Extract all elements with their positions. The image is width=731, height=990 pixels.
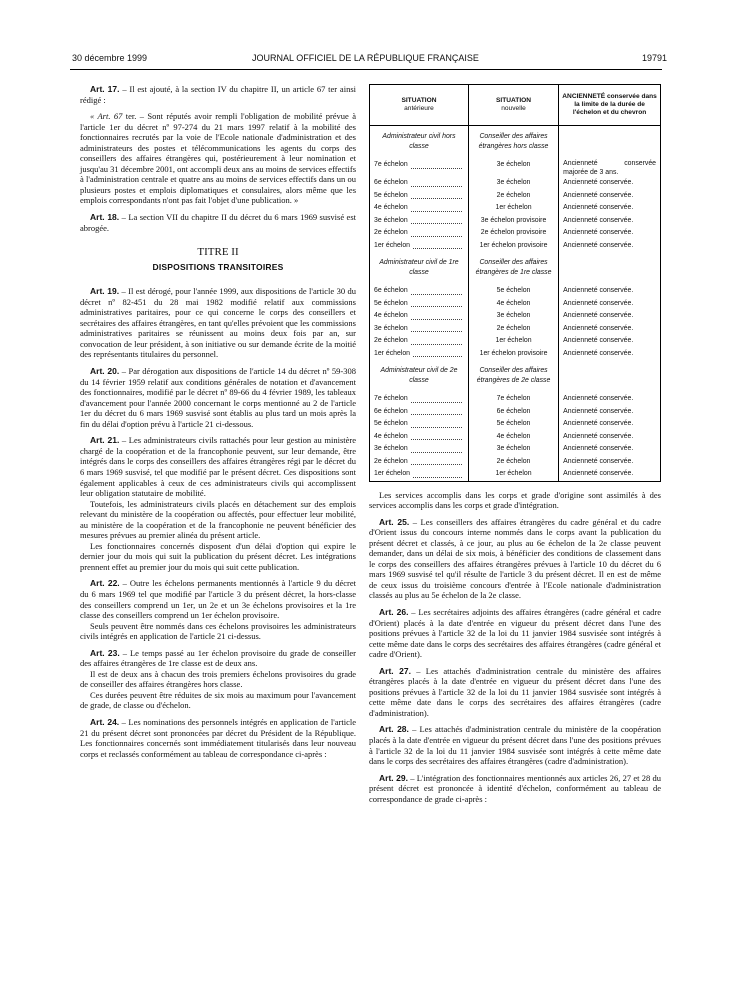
leader-dots xyxy=(411,393,462,403)
anciennete: Ancienneté conservée. xyxy=(559,348,661,361)
article-67-ter: « Art. 67 ter. – Sont réputés avoir rempli l'obligation de mobilité prévue à l'article 1er du décret nº 97-274 du 21 mars 1997 relatif à la mobilité des fonctionnaires recrutés par la voie de l'Ecole nationale d'administration et des administrateurs des postes et télécommunications les agents du corps des conseillers des affaires étrangères qui, postérieurement à leur nomination et jusqu'au 31 décembre 2001, ont accompli deux ans au moins de services effectifs à l'administration centrale et quatre ans au moins de services effectifs dans un ou plusieurs postes et emplois diplomatiques et consulaires, alors même que les emplois correspondants n'ont pas fait l'objet d'une publication. » xyxy=(80,111,356,206)
col-situation-anterieure: SITUATION antérieure xyxy=(370,85,469,126)
article-19: Art. 19. – Il est dérogé, pour l'année 1999, aux dispositions de l'article 30 du décret nº 82-451 du 28 mai 1982 modifié relatif aux commissions administratives paritaires, pour ce qui concerne le corps des conseillers et secrétaires des affaires étrangères, en tant qu'elles prévoient que les commissions administratives paritaires se réunissent au moins deux fois par an, sur convocation de leur président, à son initiative ou sur demande écrite de la moitié des représentants titulaires du personnel. xyxy=(80,286,356,360)
article-21-para-3: Les fonctionnaires concernés disposent d'un délai d'option qui expire le dernier jour du mois qui suit la publication du présent décret. Les intégrations prennent effet au premier jour du mois qui suit cette publication. xyxy=(80,540,356,572)
old-echelon: 6e échelon xyxy=(374,287,408,294)
table-section-row xyxy=(370,360,661,393)
anciennete: Ancienneté conservée. xyxy=(559,418,661,431)
after-table-paragraph: Les services accomplis dans les corps et grade d'origine sont assimilés à des services accomplis dans les corps et grade d'intégration. xyxy=(369,489,661,511)
old-echelon: 7e échelon xyxy=(374,161,408,168)
old-echelon: 1er échelon xyxy=(374,349,411,357)
new-echelon: 5e échelon xyxy=(468,418,558,431)
table-row xyxy=(370,215,661,228)
new-echelon: 6e échelon xyxy=(468,406,558,419)
old-echelon: 7e échelon xyxy=(374,395,408,402)
col-situation-nouvelle: SITUATION nouvelle xyxy=(468,85,558,126)
table-row xyxy=(370,468,661,481)
anciennete: Ancienneté conservée. xyxy=(559,202,661,215)
table-row xyxy=(370,443,661,456)
section-new-grade: Conseiller des affaires étrangères hors classe xyxy=(468,126,558,160)
leader-dots xyxy=(411,190,462,200)
article-28: Art. 28. – Les attachés d'administration centrale du ministère de la coopération placés à la date d'entrée en vigueur du présent décret dans l'une des positions prévues à l'article 32 de la loi du 11 janvier 1984 susvisée sont intégrés à cette même date dans le corps des secrétaires des affaires étrangères (cadre d'administration). xyxy=(369,724,661,767)
old-echelon: 6e échelon xyxy=(374,179,408,186)
table-row xyxy=(370,393,661,406)
table-row xyxy=(370,406,661,419)
table-row xyxy=(370,159,661,177)
old-echelon: 2e échelon xyxy=(374,337,408,344)
new-echelon: 1er échelon xyxy=(468,468,558,481)
table-row xyxy=(370,227,661,240)
leader-dots xyxy=(413,240,462,250)
new-echelon: 4e échelon xyxy=(468,431,558,444)
new-echelon: 4e échelon xyxy=(468,298,558,311)
anciennete: Ancienneté conservée. xyxy=(559,227,661,240)
leader-dots xyxy=(411,202,462,212)
article-23-para-2: Il est de deux ans à chacun des trois premiers échelons provisoires du grade de conseiller des affaires étrangères hors classe. xyxy=(80,668,356,690)
right-column xyxy=(369,84,661,810)
old-echelon: 2e échelon xyxy=(374,457,408,465)
article-21: Art. 21. – Les administrateurs civils rattachés pour leur gestion au ministère chargé de la coopération et de la francophonie peuvent, sur leur demande, être intégrés dans le corps des conseillers des affaires étrangères régi par le décret du 6 mars 1969 susvisé, tel que modifié par le présent décret. Ces dispositions sont également applicables à ceux de ces administrateurs civils qui accomplissent leur obligation statutaire de mobilité. xyxy=(80,435,356,499)
table-row xyxy=(370,323,661,336)
section-old-grade: Administrateur civil de 2e classe xyxy=(370,360,469,393)
old-echelon: 5e échelon xyxy=(374,191,408,199)
leader-dots xyxy=(411,418,462,428)
new-echelon: 2e échelon xyxy=(468,456,558,469)
table-section-row xyxy=(370,126,661,160)
anciennete: Ancienneté conservée. xyxy=(559,456,661,469)
old-echelon: 3e échelon xyxy=(374,324,408,332)
old-echelon: 6e échelon xyxy=(374,407,408,415)
anciennete: Ancienneté conservée. xyxy=(559,310,661,323)
anciennete: Ancienneté conservée. xyxy=(559,335,661,348)
leader-dots xyxy=(411,159,462,169)
titre-subheading: DISPOSITIONS TRANSITOIRES xyxy=(152,261,284,272)
new-echelon: 1er échelon provisoire xyxy=(468,240,558,253)
leader-dots xyxy=(411,298,462,308)
anciennete: Ancienneté conservée. xyxy=(559,240,661,253)
old-echelon: 5e échelon xyxy=(374,420,408,427)
anciennete: Ancienneté conservée majorée de 3 ans. xyxy=(559,159,661,177)
table-header-row xyxy=(370,85,661,126)
new-echelon: 2e échelon provisoire xyxy=(468,227,558,240)
article-27: Art. 27. – Les attachés d'administration centrale du ministère des affaires étrangères placés à la date d'entrée en vigueur du présent décret dans l'une des positions prévues à l'article 32 de la loi du 11 janvier 1984 susvisée sont intégrés à cette même date dans le corps des secrétaires des affaires étrangères (cadre d'administration). xyxy=(369,665,661,718)
leader-dots xyxy=(413,348,462,358)
article-22-para-2: Seuls peuvent être nommés dans ces échelons provisoires les administrateurs civils intégrés en application de l'article 21 ci-dessus. xyxy=(80,620,356,642)
new-echelon: 2e échelon xyxy=(468,190,558,203)
new-echelon: 3e échelon xyxy=(468,159,558,177)
correspondence-table xyxy=(369,84,661,482)
table-row xyxy=(370,298,661,311)
leader-dots xyxy=(411,443,462,453)
article-25: Art. 25. – Les conseillers des affaires étrangères du cadre général et du cadre d'Orient issus du concours interne nommés dans le corps avant la publication du présent décret et classés, à ce jour, au plus au 6e échelon de la 2e classe peuvent demander, dans un délai de six mois, à bénéficier des conditions de classement dans le corps des conseillers des affaires étrangères prévues à l'article 10 du décret du 6 mars 1969 susvisé tel qu'il résulte de l'article 3 du présent décret. Il en est de même de ceux issus du troisième concours d'entrée à l'Ecole nationale d'administration classés au plus au 5e échelon de la 2e classe. xyxy=(369,516,661,601)
article-23: Art. 23. – Le temps passé au 1er échelon provisoire du grade de conseiller des affaires étrangères de 1re classe est de deux ans. xyxy=(80,647,357,669)
article-26: Art. 26. – Les secrétaires adjoints des affaires étrangères (cadre général et cadre d'Orient) placés à la date d'entrée en vigueur du présent décret dans l'une des positions prévues à l'article 32 de la loi du 11 janvier 1984 susvisée sont intégrés à cette même date dans le corps des secrétaires des affaires étrangères (cadre général et cadre d'Orient). xyxy=(369,606,661,660)
old-echelon: 5e échelon xyxy=(374,299,408,307)
old-echelon: 4e échelon xyxy=(374,432,408,440)
anciennete: Ancienneté conservée. xyxy=(559,406,661,419)
table-row xyxy=(370,310,661,323)
anciennete: Ancienneté conservée. xyxy=(559,298,661,311)
table-row xyxy=(370,431,661,444)
article-21-para-2: Toutefois, les administrateurs civils placés en détachement sur des emplois relevant du ministère de la coopération ou affectés, pour effectuer leur mobilité, au ministère de la coopération et de la francophonie ne peuvent bénéficier des mesures prévues au premier alinéa du présent article. xyxy=(80,498,356,541)
leader-dots xyxy=(411,310,462,320)
table-row xyxy=(370,335,661,348)
leader-dots xyxy=(411,406,462,416)
table-row xyxy=(370,190,661,203)
page-header xyxy=(0,53,731,67)
anciennete: Ancienneté conservée. xyxy=(559,177,661,190)
new-echelon: 5e échelon xyxy=(468,285,558,298)
new-echelon: 7e échelon xyxy=(468,393,558,406)
old-echelon: 2e échelon xyxy=(374,229,408,236)
header-journal-title: JOURNAL OFFICIEL DE LA RÉPUBLIQUE FRANÇAISE xyxy=(252,53,479,63)
table-row xyxy=(370,348,661,361)
new-echelon: 3e échelon xyxy=(468,310,558,323)
table-row xyxy=(370,202,661,215)
leader-dots xyxy=(411,285,462,295)
article-23-para-3: Ces durées peuvent être réduites de six mois au maximum pour l'avancement de grade, de classe ou d'échelon. xyxy=(80,689,356,711)
left-column xyxy=(80,84,356,765)
anciennete: Ancienneté conservée. xyxy=(559,215,661,228)
anciennete: Ancienneté conservée. xyxy=(559,443,661,456)
leader-dots xyxy=(411,456,462,466)
old-echelon: 4e échelon xyxy=(374,204,408,211)
table-row xyxy=(370,240,661,253)
anciennete: Ancienneté conservée. xyxy=(559,393,661,406)
old-echelon: 3e échelon xyxy=(374,445,408,452)
section-old-grade: Administrateur civil de 1re classe xyxy=(370,252,469,285)
anciennete: Ancienneté conservée. xyxy=(559,285,661,298)
article-20: Art. 20. – Par dérogation aux dispositions de l'article 14 du décret nº 59-308 du 14 février 1959 relatif aux conditions générales de notation et d'avancement des fonctionnaires, modifié par le décret nº 89-66 du 4 février 1989, les tableaux d'avancement pour l'année 2000 concernant le corps mentionné au 2 de l'article 1er du décret du 6 mars 1969 susvisé sont établis au plus tard un mois après la fin du délai d'option prévu à l'article 21 ci-dessous. xyxy=(80,366,356,429)
table-section-row xyxy=(370,252,661,285)
table-row xyxy=(370,177,661,190)
header-date: 30 décembre 1999 xyxy=(72,53,148,63)
section-new-grade: Conseiller des affaires étrangères de 1re classe xyxy=(468,252,558,285)
new-echelon: 2e échelon xyxy=(468,323,558,336)
leader-dots xyxy=(411,177,462,187)
header-rule xyxy=(70,69,662,70)
leader-dots xyxy=(413,468,462,478)
old-echelon: 1er échelon xyxy=(374,470,411,477)
section-new-grade: Conseiller des affaires étrangères de 2e classe xyxy=(468,360,558,393)
col-anciennete: ANCIENNETÉ conservée dans la limite de la durée de l'échelon et du chevron xyxy=(559,85,661,126)
anciennete: Ancienneté conservée. xyxy=(559,190,661,203)
header-page-number: 19791 xyxy=(641,53,667,63)
article-22: Art. 22. – Outre les échelons permanents mentionnés à l'article 9 du décret du 6 mars 1969 tel que modifié par l'article 3 du présent décret, la hors-classe des conseillers comprend un 1er, un 2e et un 3e échelons provisoires et la 1re classe des conseillers comprend un 1er échelon provisoire. xyxy=(80,578,356,621)
article-29: Art. 29. – L'intégration des fonctionnaires mentionnés aux articles 26, 27 et 28 du présent décret est prononcée à identité d'échelon, conformément au tableau de correspondance de grade ci-après : xyxy=(369,772,661,804)
old-echelon: 3e échelon xyxy=(374,216,408,224)
article-17: Art. 17. – Il est ajouté, à la section IV du chapitre II, un article 67 ter ainsi rédigé : xyxy=(80,84,356,105)
leader-dots xyxy=(411,335,462,345)
leader-dots xyxy=(411,323,462,333)
article-24: Art. 24. – Les nominations des personnels intégrés en application de l'article 21 du présent décret sont prononcées par décret du Président de la République. Les fonctionnaires concernés sont immédiatement titularisés dans leur nouveau corps et reclassés conformément au tableau de correspondance ci-après : xyxy=(80,716,356,759)
anciennete: Ancienneté conservée. xyxy=(559,323,661,336)
table-row xyxy=(370,418,661,431)
new-echelon: 3e échelon provisoire xyxy=(468,215,558,228)
old-echelon: 1er échelon xyxy=(374,241,411,249)
anciennete: Ancienneté conservée. xyxy=(559,431,661,444)
table-row xyxy=(370,456,661,469)
leader-dots xyxy=(411,227,462,237)
new-echelon: 1er échelon xyxy=(468,202,558,215)
new-echelon: 1er échelon xyxy=(468,335,558,348)
anciennete: Ancienneté conservée. xyxy=(559,468,661,481)
new-echelon: 3e échelon xyxy=(468,443,558,456)
titre-heading: TITRE II xyxy=(197,246,239,259)
article-18: Art. 18. – La section VII du chapitre II du décret du 6 mars 1969 susvisé est abrogée. xyxy=(80,212,356,233)
new-echelon: 3e échelon xyxy=(468,177,558,190)
table-row xyxy=(370,285,661,298)
new-echelon: 1er échelon provisoire xyxy=(468,348,558,361)
table-body xyxy=(370,126,661,482)
section-old-grade: Administrateur civil hors classe xyxy=(370,126,469,160)
old-echelon: 4e échelon xyxy=(374,312,408,319)
leader-dots xyxy=(411,431,462,441)
leader-dots xyxy=(411,215,462,225)
